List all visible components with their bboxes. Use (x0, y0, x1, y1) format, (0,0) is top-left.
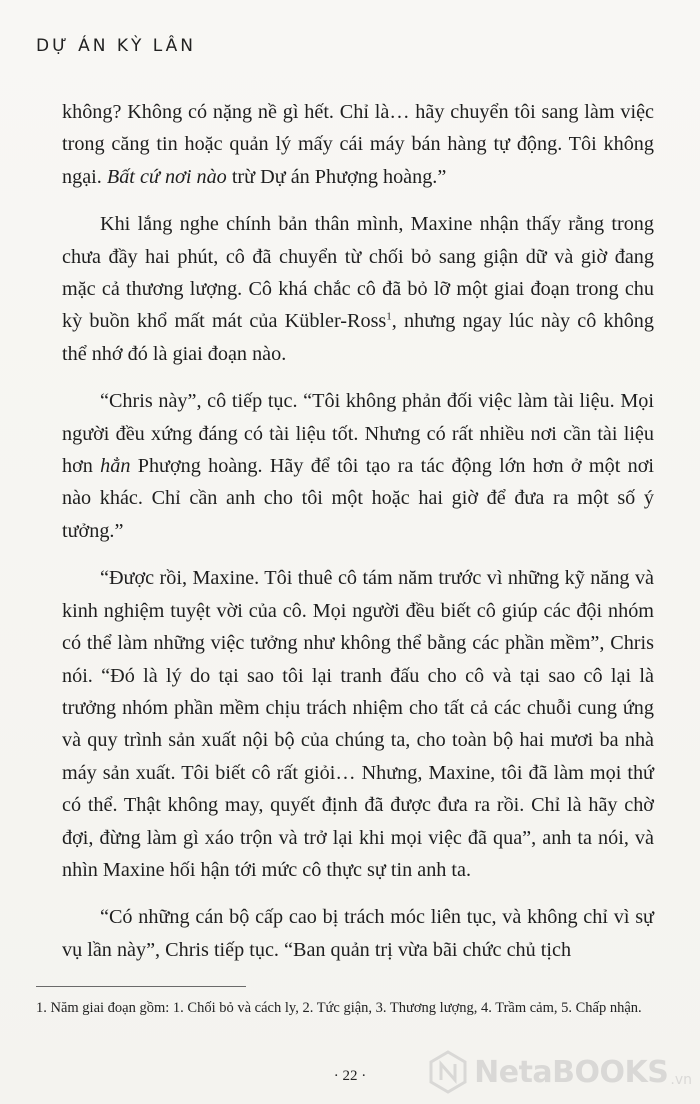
paragraph (62, 385, 654, 547)
text-run: “Có những cán bộ cấp cao bị trách móc liên tục, và không chỉ vì sự vụ lần này”, Chris tiếp tục. “Ban quản trị vừa bãi chức chủ tịch (62, 906, 654, 961)
running-head: DỰ ÁN KỲ LÂN (36, 36, 196, 56)
watermark-suffix: .vn (670, 1072, 692, 1088)
page-number: · 22 · (333, 1068, 367, 1084)
watermark (428, 1050, 692, 1094)
paragraph (62, 208, 654, 370)
emphasis-text: Bất cứ nơi nào (106, 165, 227, 188)
text-run: trừ Dự án Phượng hoàng.” (226, 165, 447, 188)
paragraph (62, 562, 654, 886)
emphasis-text: hẳn (100, 455, 131, 478)
text-run: Phượng hoàng. Hãy để tôi tạo ra tác động lớn hơn ở một nơi nào khác. Chỉ cần anh cho tôi một hoặc hai giờ để đưa ra một số ý tưởng.” (62, 455, 654, 542)
footnote-divider (36, 986, 246, 987)
text-run: Khi lắng nghe chính bản thân mình, Maxine nhận thấy rằng trong chưa đầy hai phút, cô đã chuyển từ chối bỏ sang giận dữ và giờ đang mặc cả thương lượng. Cô khá chắc cô đã bỏ lỡ một giai đoạn trong chu kỳ buồn khổ mất mát của Kübler-Ross (62, 213, 654, 333)
text-run: không? Không có nặng nề gì hết. Chỉ là… hãy chuyển tôi sang làm việc trong căng tin hoặc quản lý mấy cái máy bán hàng tự động. Tôi không ngại. (62, 101, 654, 188)
paragraph (62, 901, 654, 966)
body-text (62, 96, 654, 981)
text-run: “Được rồi, Maxine. Tôi thuê cô tám năm trước vì những kỹ năng và kinh nghiệm tuyệt vời của cô. Mọi người đều biết cô giúp các đội nhóm có thể làm những việc tưởng như không thể bằng các phần mềm”, Chris nói. “Đó là lý do tại sao tôi lại tranh đấu cho cô và tại sao cô lại là trưởng nhóm phần mềm chịu trách nhiệm cho tất cả các chuỗi cung ứng và quy trình sản xuất nội bộ của chúng ta, cho toàn bộ hai mươi ba nhà máy sản xuất. Tôi biết cô rất giỏi… Nhưng, Maxine, tôi đã làm mọi thứ có thể. Thật không may, quyết định đã được đưa ra rồi. Chỉ là hãy chờ đợi, đừng làm gì xáo trộn và trở lại khi mọi việc đã qua”, anh ta nói, và nhìn Maxine hối hận tới mức cô thực sự tin anh ta. (62, 567, 654, 881)
netabooks-hexagon-logo-icon (428, 1050, 468, 1094)
text-run: , nhưng ngay lúc này cô không thể nhớ đó là giai đoạn nào. (62, 310, 654, 365)
text-run: “Chris này”, cô tiếp tục. “Tôi không phản đối việc làm tài liệu. Mọi người đều xứng đáng có tài liệu tốt. Nhưng có rất nhiều nơi cần tài liệu hơn (62, 390, 654, 478)
watermark-text: NetaBOOKS (474, 1054, 669, 1090)
footnote: 1. Năm giai đoạn gồm: 1. Chối bỏ và cách ly, 2. Tức giận, 3. Thương lượng, 4. Trầm cảm, 5. Chấp nhận. (36, 1000, 642, 1016)
paragraph (62, 96, 654, 193)
footnote-ref: 1 (386, 310, 392, 323)
